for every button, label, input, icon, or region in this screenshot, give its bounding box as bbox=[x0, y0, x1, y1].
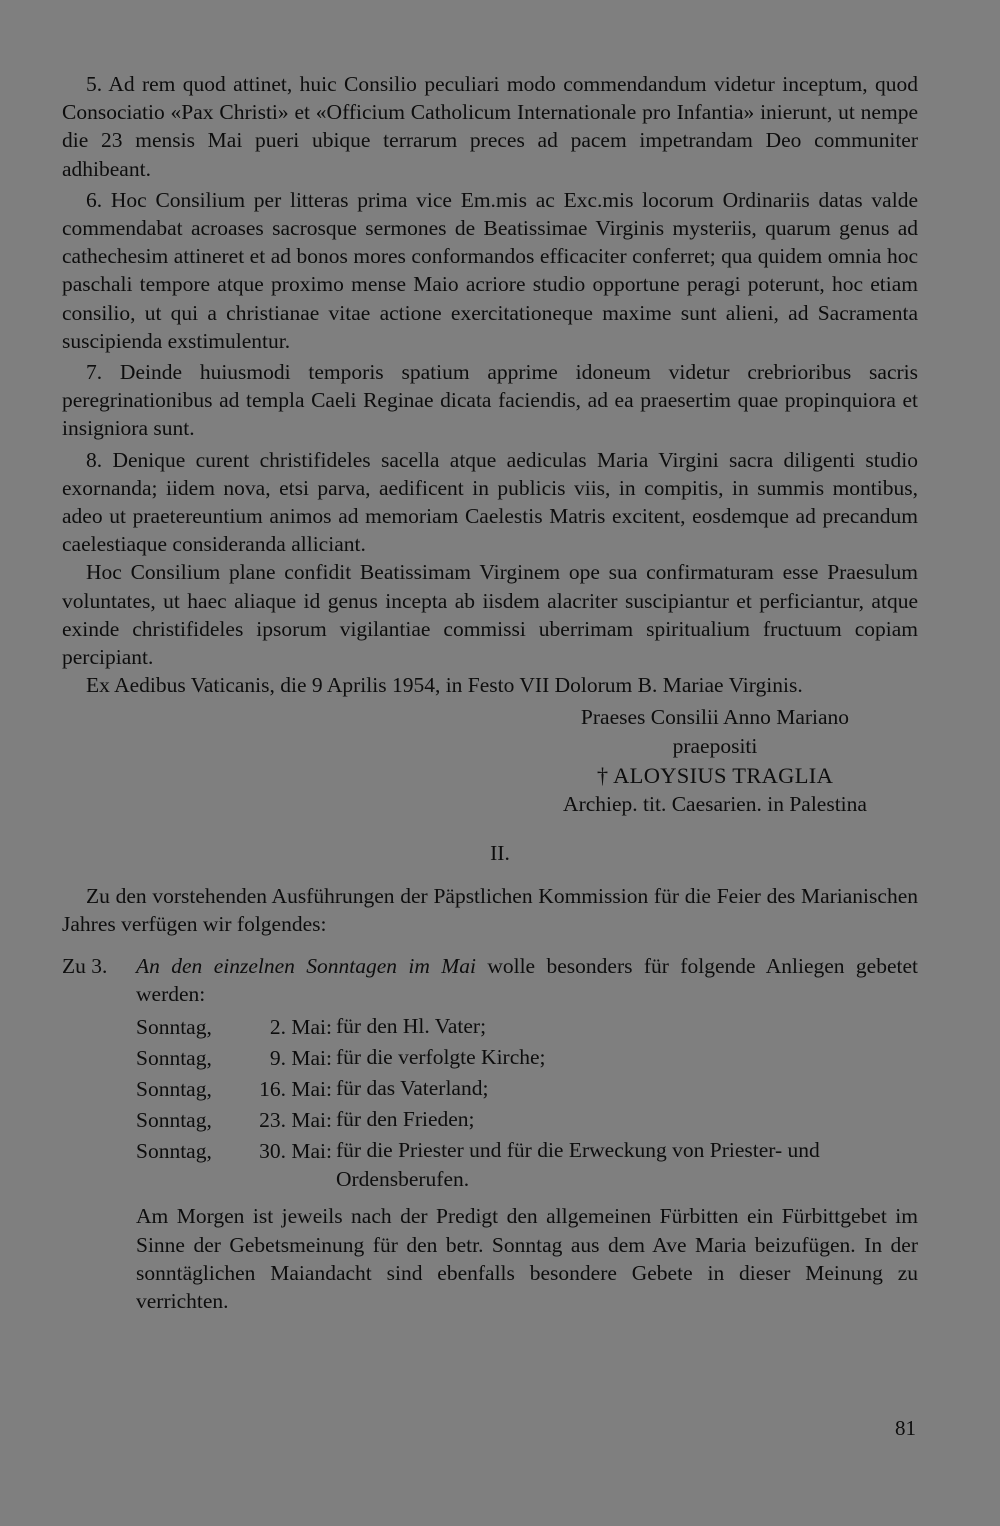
section-intro: Zu den vorstehenden Ausführungen der Päpstlichen Kommission für die Feier des Marianischen Jahres verfügen wir folgendes: bbox=[62, 883, 918, 936]
schedule-date: 16. Mai: bbox=[259, 1077, 332, 1102]
schedule-day: Sonntag, bbox=[136, 1015, 212, 1040]
schedule-row bbox=[136, 1136, 918, 1194]
directive-label: Zu 3. bbox=[62, 954, 108, 979]
schedule-intention: für die Priester und für die Erweckung von Priester- und Ordensberufen. bbox=[336, 1138, 820, 1192]
directive-item bbox=[62, 952, 918, 1008]
schedule-intention: für den Hl. Vater; bbox=[336, 1014, 487, 1039]
directive-italic: An den einzelnen Sonntagen im Mai bbox=[136, 954, 476, 979]
schedule-date: 9. Mai: bbox=[269, 1046, 332, 1071]
schedule-row bbox=[136, 1012, 918, 1043]
schedule-date: 23. Mai: bbox=[259, 1108, 332, 1133]
schedule-row bbox=[136, 1105, 918, 1136]
sunday-schedule bbox=[136, 1012, 918, 1194]
schedule-intention: für die verfolgte Kirche; bbox=[336, 1045, 546, 1070]
page-number: 81 bbox=[895, 1416, 916, 1440]
paragraph-5: 5. Ad rem quod attinet, huic Consilio peculiari modo commendandum videtur inceptum, quod Consociatio «Pax Christi» et «Officium Catholicum Internationale pro Infantia» inierunt, ut nempe die 23 mensis Mai pueri ubique terrarum preces ad pacem impetrandam Deo communiter adhibeant. bbox=[62, 72, 918, 181]
paragraph-8: 8. Denique curent christifideles sacella atque aediculas Maria Virgini sacra diligenti studio exornanda; iidem nova, etsi parva, aedificent in publicis viis, in compitis, in summis montibus, adeo ut praetereuntium animos ad memoriam Caelestis Matris excitent, eosdemque ad precandum caelestiaque consideranda alliciant. bbox=[62, 447, 918, 557]
schedule-row bbox=[136, 1074, 918, 1105]
schedule-date: 30. Mai: bbox=[259, 1139, 332, 1164]
paragraph-6: 6. Hoc Consilium per litteras prima vice Em.mis ac Exc.mis locorum Ordinariis datas valde commendabat acroases sacrosque sermones de Beatissimae Virginis mysteriis, quarum genus ad cathechesim attineret et ad bonos mores conformandos efficaciter conferret; qua quidem omnia hoc paschali tempore atque proximo mense Maio acriore studio opportune peragi poterunt, hoc etiam consilio, ut qui a christianae vitae actione exercitationeque maxime sunt alieni, ad Sacramenta suscipienda exstimulentur. bbox=[62, 187, 918, 353]
closing-paragraph: Am Morgen ist jeweils nach der Predigt den allgemeinen Fürbitten ein Fürbittgebet im Sinne der Gebetsmeinung für den betr. Sonntag aus dem Ave Maria beizufügen. In der sonntäglichen Maiandacht sind ebenfalls besondere Gebete in dieser Meinung zu verrichten. bbox=[136, 1204, 918, 1314]
schedule-intention: für das Vaterland; bbox=[336, 1076, 489, 1101]
signature-line-1: Praeses Consilii Anno Mariano bbox=[580, 705, 850, 730]
schedule-day: Sonntag, bbox=[136, 1108, 212, 1133]
section-heading: II. bbox=[490, 841, 510, 866]
schedule-row bbox=[136, 1043, 918, 1074]
schedule-date: 2. Mai: bbox=[269, 1015, 332, 1040]
signature-block bbox=[62, 703, 918, 819]
signature-title: Archiep. tit. Caesarien. in Palestina bbox=[563, 792, 867, 817]
paragraph-dateline: Ex Aedibus Vaticanis, die 9 Aprilis 1954, in Festo VII Dolorum B. Mariae Virginis. bbox=[86, 673, 803, 698]
schedule-day: Sonntag, bbox=[136, 1046, 212, 1071]
schedule-day: Sonntag, bbox=[136, 1077, 212, 1102]
directive-rest: wolle besonders für folgende Anliegen gebetet werden: bbox=[136, 954, 918, 1007]
paragraph-7: 7. Deinde huiusmodi temporis spatium apprime idoneum videtur crebrioribus sacris peregrinationibus ad templa Caeli Reginae dicata faciendis, ad ea praesertim quae propinquiora et insigniora sunt. bbox=[62, 360, 918, 441]
directive-text bbox=[136, 952, 918, 1008]
schedule-intention: für den Frieden; bbox=[336, 1107, 475, 1132]
signature-name: † ALOYSIUS TRAGLIA bbox=[596, 763, 834, 789]
schedule-day: Sonntag, bbox=[136, 1139, 212, 1164]
signature-line-2: praepositi bbox=[672, 734, 758, 759]
document-page bbox=[62, 70, 918, 1315]
paragraph-confidence: Hoc Consilium plane confidit Beatissimam Virginem ope sua confirmaturam esse Praesulum voluntates, ut haec aliaque id genus incepta ab iisdem alacriter suscipiantur et perficiantur, atque exinde christifideles ipsorum vigilantiae commissi uberrimam spiritualium fructuum copiam percipiant. bbox=[62, 560, 918, 670]
